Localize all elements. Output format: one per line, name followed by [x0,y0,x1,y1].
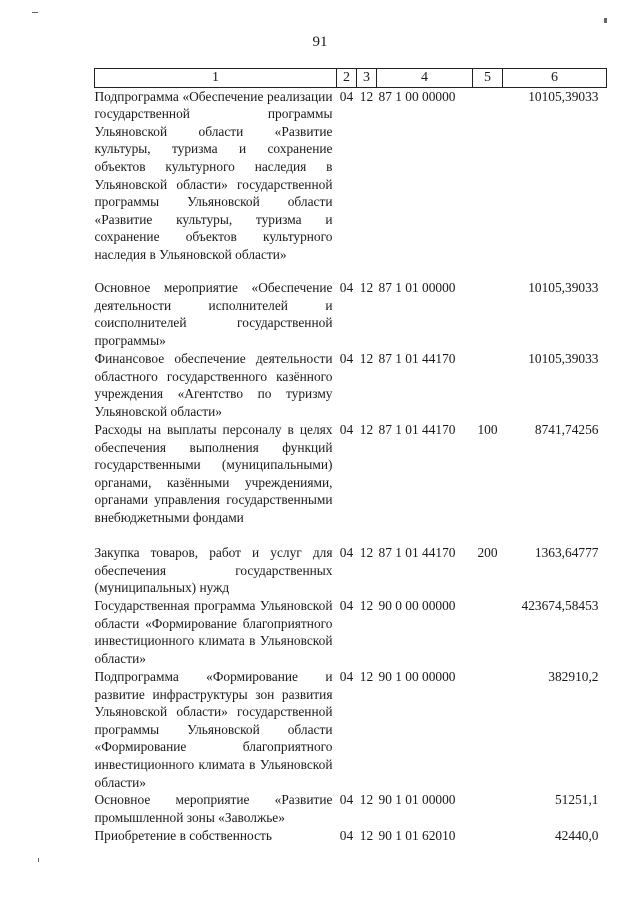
row-amount: 10105,39033 [528,88,599,104]
row-name: Финансовое обеспечение деятельности областного государственного казённого учреждения «Агентство по туризму Ульяновской области» [94,351,333,419]
row-section: 04 [339,88,354,104]
row-name: Основное мероприятие «Развитие промышленной зоны «Заволжье» [94,792,333,825]
row-subsection: 12 [359,828,374,844]
row-subsection: 12 [359,792,374,808]
row-name: Государственная программа Ульяновской области «Формирование благоприятного инвестиционного климата в Ульяновской области» [94,598,333,666]
row-amount: 42440,0 [554,828,599,844]
row-section: 04 [339,669,354,685]
row-target-article: 87 1 01 44170 [378,351,456,367]
row-target-article: 87 1 01 44170 [378,422,456,438]
row-name: Подпрограмма «Формирование и развитие инфраструктуры зон развития Ульяновской области» государственной программы Ульяновской области «Формирование благоприятного инвестиционного климата в Ульяновской области» [94,669,333,790]
row-amount: 1363,64777 [534,545,599,561]
row-target-article: 90 0 00 00000 [378,598,456,614]
row-subsection: 12 [359,669,374,685]
row-section: 04 [339,280,354,296]
row-subsection: 12 [359,545,374,561]
scan-speck [604,18,607,23]
table-row [95,827,607,845]
row-target-article: 90 1 00 00000 [378,669,456,685]
row-expense-type [473,350,503,421]
row-section: 04 [339,792,354,808]
header-col-4: 4 [377,69,473,88]
scan-speck [32,12,38,13]
header-col-5: 5 [473,69,503,88]
row-expense-type: 200 [477,545,498,561]
row-name: Подпрограмма «Обеспечение реализации государственной программы Ульяновской области «Развитие культуры, туризма и сохранение объектов культурного наследия в Ульяновской области» государственной программы Ульяновской области «Развитие культуры, туризма и сохранение объектов культурного наследия в Ульяновской области» [94,88,333,262]
row-name: Приобретение в собственность [94,828,272,844]
row-section: 04 [339,422,354,438]
header-col-6: 6 [503,69,607,88]
row-subsection: 12 [359,351,374,367]
table-row [95,421,607,544]
row-expense-type [473,597,503,668]
row-target-article: 90 1 01 00000 [378,792,456,808]
row-amount: 382910,2 [548,669,599,685]
row-expense-type [473,791,503,827]
budget-table [94,68,607,845]
row-expense-type [473,668,503,791]
row-name: Основное мероприятие «Обеспечение деятельности исполнителей и соисполнителей государственной программы» [94,280,333,348]
row-subsection: 12 [359,88,374,104]
row-amount: 10105,39033 [528,280,599,296]
row-subsection: 12 [359,422,374,438]
table-row [95,668,607,791]
row-target-article: 87 1 01 44170 [378,545,456,561]
table-row [95,87,607,279]
row-section: 04 [339,598,354,614]
header-col-1: 1 [95,69,337,88]
row-expense-type [473,87,503,279]
header-col-2: 2 [337,69,357,88]
row-expense-type [473,279,503,350]
row-subsection: 12 [359,280,374,296]
table-row [95,350,607,421]
row-target-article: 87 1 01 00000 [378,280,456,296]
row-target-article: 90 1 01 62010 [378,828,456,844]
row-name: Закупка товаров, работ и услуг для обеспечения государственных (муниципальных) нужд [94,545,333,596]
row-expense-type: 100 [477,422,498,438]
page-number: 91 [312,34,328,50]
table-row [95,597,607,668]
row-amount: 51251,1 [554,792,599,808]
header-col-3: 3 [357,69,377,88]
table-row [95,791,607,827]
row-section: 04 [339,545,354,561]
row-subsection: 12 [359,598,374,614]
scan-speck [38,858,39,862]
row-expense-type [473,827,503,845]
row-section: 04 [339,351,354,367]
row-name: Расходы на выплаты персоналу в целях обеспечения выполнения функций государственными (муниципальными) органами, казёнными учреждениями, органами управления государственными внебюджетными фондами [94,422,333,526]
row-section: 04 [339,828,354,844]
row-amount: 10105,39033 [528,351,599,367]
row-amount: 423674,58453 [521,598,599,614]
table-row [95,279,607,350]
header-row [95,69,607,88]
row-amount: 8741,74256 [534,422,599,438]
table-row [95,544,607,597]
row-target-article: 87 1 00 00000 [378,88,456,104]
